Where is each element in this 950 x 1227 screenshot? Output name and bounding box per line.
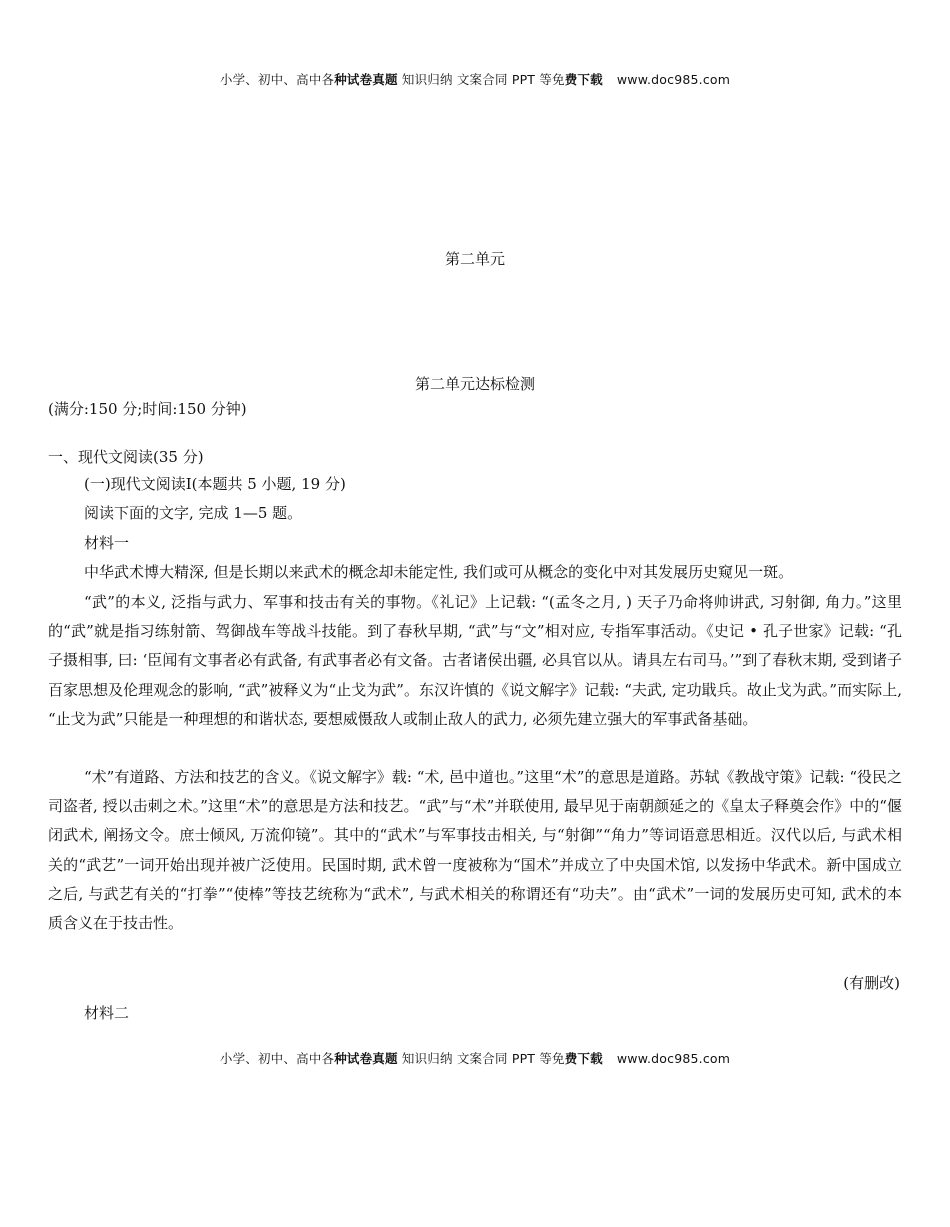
banner-url-link[interactable]: www.doc985.com <box>616 1051 731 1066</box>
body-paragraph: 中华武术博大精深, 但是长期以来武术的概念却未能定性, 我们或可从概念的变化中对其发展历史窥见一斑。 <box>84 563 794 581</box>
banner-text: 知识归纳 <box>397 1051 453 1066</box>
score-time-note: (满分:150 分;时间:150 分钟) <box>48 400 247 418</box>
banner-text: 小学、初中、高中各 <box>219 72 335 87</box>
material-one-label: 材料一 <box>84 534 130 552</box>
banner-url-link[interactable]: www.doc985.com <box>616 72 731 87</box>
header-banner <box>0 70 950 88</box>
body-paragraph: “武”的本义, 泛指与武力、军事和技击有关的事物。《礼记》上记载: “(孟冬之月, ) 天子乃命将帅讲武, 习射御, 角力。”这里的“武”就是指习练射箭、驾御战车等战斗技能。到了春秋早期, “武”与“文”相对应, 专指军事活动。《史记 • 孔子世家》记载: “孔子摄相事, 曰: ‘臣闻有文事者必有武备, 有武事者必有文备。古者诸侯出疆, 必具官以从。请具左右司马。’”到了春秋末期, 受到诸子百家思想及伦理观念的影响, “武”被释义为“止戈为武”。东汉许慎的《说文解字》记载: “夫武, 定功戢兵。故止戈为武。”而实际上, “止戈为武”只能是一种理想的和谐状态, 要想威慑敌人或制止敌人的武力, 必须先建立强大的军事武备基础。 <box>48 593 902 728</box>
banner-text-bold: 种试卷真题 <box>334 72 398 87</box>
banner-text: 文案合同 PPT 等免 <box>452 1051 565 1066</box>
test-title: 第二单元达标检测 <box>414 375 535 393</box>
banner-text: 知识归纳 <box>397 72 453 87</box>
unit-title: 第二单元 <box>444 250 505 268</box>
reading-instruction: 阅读下面的文字, 完成 1—5 题。 <box>84 504 303 522</box>
section-heading: 一、现代文阅读(35 分) <box>48 448 204 466</box>
banner-text-bold: 费下载 <box>564 72 603 87</box>
material-two-label: 材料二 <box>84 1004 130 1022</box>
banner-text: 小学、初中、高中各 <box>219 1051 335 1066</box>
banner-text-bold: 种试卷真题 <box>334 1051 398 1066</box>
banner-text-bold: 费下载 <box>564 1051 603 1066</box>
footer-banner <box>0 1049 950 1067</box>
source-note: (有删改) <box>843 974 900 992</box>
subsection-heading: (一)现代文阅读Ⅰ(本题共 5 小题, 19 分) <box>84 475 346 493</box>
body-paragraph: “术”有道路、方法和技艺的含义。《说文解字》载: “术, 邑中道也。”这里“术”的意思是道路。苏轼《教战守策》记载: “役民之司盗者, 授以击刺之术。”这里“术”的意思是方法和技艺。“武”与“术”并联使用, 最早见于南朝颜延之的《皇太子释奠会作》中的“偃闭武术, 阐扬文令。庶士倾风, 万流仰镜”。其中的“武术”与军事技击相关, 与“射御”“角力”等词语意思相近。汉代以后, 与武术相关的“武艺”一词开始出现并被广泛使用。民国时期, 武术曾一度被称为“国术”并成立了中央国术馆, 以发扬中华武术。新中国成立之后, 与武艺有关的“打拳”“使棒”等技艺统称为“武术”, 与武术相关的称谓还有“功夫”。由“武术”一词的发展历史可知, 武术的本质含义在于技击性。 <box>48 768 902 933</box>
banner-text: 文案合同 PPT 等免 <box>452 72 565 87</box>
